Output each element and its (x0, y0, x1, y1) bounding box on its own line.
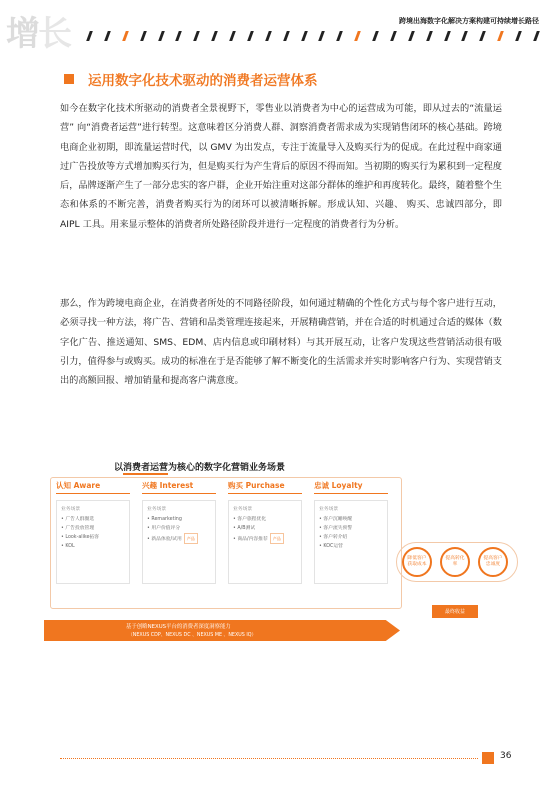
header-title: 跨境出海数字化解决方案构建可持续增长路径 (399, 17, 539, 25)
foundation-products: （NEXUS CDP、NEXUS DC 、NEXUS ME 、NEXUS IQ） (128, 633, 257, 638)
stage-loyalty (314, 480, 388, 584)
header-deco-char-a: 增 (6, 14, 38, 54)
footer-divider (60, 758, 478, 759)
outcome-circle: 提高客户忠诚度 (478, 547, 508, 577)
stage-item: • 客户流失预警 (319, 526, 353, 531)
marketing-scenario-diagram (40, 449, 518, 645)
section-marker-icon (64, 74, 74, 84)
foundation-label: 基于创略NEXUS平台的消费者深度洞察能力 (126, 624, 231, 630)
body-paragraph-1: 如今在数字化技术所驱动的消费者全景视野下，零售业以消费者为中心的运营成为可能，即从过去的“流量运营” 向“消费者运营”进行转型。这意味着区分消费人群、洞察消费者需求成为实现销售闭环的核心基础。跨境电商企业初期，即流量运营时代，以 GMV 为出发点，专注于流量导入及购买行为的促成。在此过程中商家通过广告投放等方式增加购买行为，但是购买行为产生背后的原因不得而知。当初期的购买行为累积到一定程度后，品牌逐渐产生了一部分忠实的客户群，企业开始注重对这部分群体的维护和再度转化。最终，随着整个生态和体系的不断完善，消费者购买行为的闭环可以被清晰拆解。形成认知、兴趣、 购买、忠诚四部分，即 AIPL 工具。用来显示整体的消费者所处路径阶段并进行一定程度的消费者行为分析。 (60, 103, 502, 230)
stage-item: • Remarketing (147, 517, 182, 522)
stage-item: • 客户沉睡唤醒 (319, 517, 353, 522)
stage-item: • 广告投放管理 (61, 526, 95, 531)
diagram-title: 以消费者运营为核心的数字化营销业务场景 (114, 463, 286, 473)
stage-item: • 用户价值评分 (147, 526, 181, 531)
stage-item: • KOC运营 (319, 544, 343, 549)
stage-box: 业务场景 • 广告人群圈选 • 广告投放管理 • Look-alike拓客 • KOL (56, 500, 130, 584)
stage-item: • 客户旅程优化 (233, 517, 267, 522)
stage-purchase (228, 480, 302, 584)
page-marker-icon (482, 752, 494, 764)
header-slash-divider (88, 31, 538, 43)
stage-box: 业务场景 • Remarketing • 用户价值评分 • 新品体验/试用 产品 (142, 500, 216, 584)
stage-item: • 广告人群圈选 (61, 517, 95, 522)
page-number: 36 (500, 751, 512, 761)
stage-item: • 新品体验/试用 产品 (147, 533, 211, 544)
stage-title: 忠诚 Loyalty (314, 480, 388, 494)
body-paragraph-2: 那么，作为跨境电商企业，在消费者所处的不同路径阶段，如何通过精确的个性化方式与每个客户进行互动，必须寻找一种方法，将广告、营销和品类管理连接起来，开展精确营销，并在合适的时机通过合适的媒体（数字化广告、推送通知、SMS、EDM、店内信息或印刷材料）与其开展互动，让客户发现这些营销活动很有吸引力，值得参与或购买。成功的标准在于是否能够了解不断变化的生活需求并实时影响客户行为、实现营销支出的高额回报、增加销量和提高客户满意度。 (60, 298, 502, 387)
final-result-box: 最终收益 (432, 605, 478, 618)
stage-item: • 客户转介绍 (319, 535, 348, 540)
product-tag: 产品 (184, 533, 198, 544)
stage-title: 认知 Aware (56, 480, 130, 494)
outcome-circle: 降低客户获取成本 (402, 547, 432, 577)
stage-item: • KOL (61, 544, 75, 549)
outcome-circle: 提高转化率 (440, 547, 470, 577)
stage-aware (56, 480, 130, 584)
section-heading (64, 69, 318, 89)
section-title: 运用数字化技术驱动的消费者运营体系 (88, 73, 318, 89)
stage-title: 购买 Purchase (228, 480, 302, 494)
stage-box: 业务场景 • 客户沉睡唤醒 • 客户流失预警 • 客户转介绍 • KOC运营 (314, 500, 388, 584)
product-tag: 产品 (270, 533, 284, 544)
header-deco-char-b: 长 (38, 14, 70, 54)
stage-interest (142, 480, 216, 584)
stage-item: • Look-alike拓客 (61, 535, 100, 540)
header-decoration (6, 6, 70, 55)
stage-item: • 商品/内容推荐 产品 (233, 533, 297, 544)
stage-title: 兴趣 Interest (142, 480, 216, 494)
stage-item: • A/B测试 (233, 526, 256, 531)
stage-box: 业务场景 • 客户旅程优化 • A/B测试 • 商品/内容推荐 产品 (228, 500, 302, 584)
